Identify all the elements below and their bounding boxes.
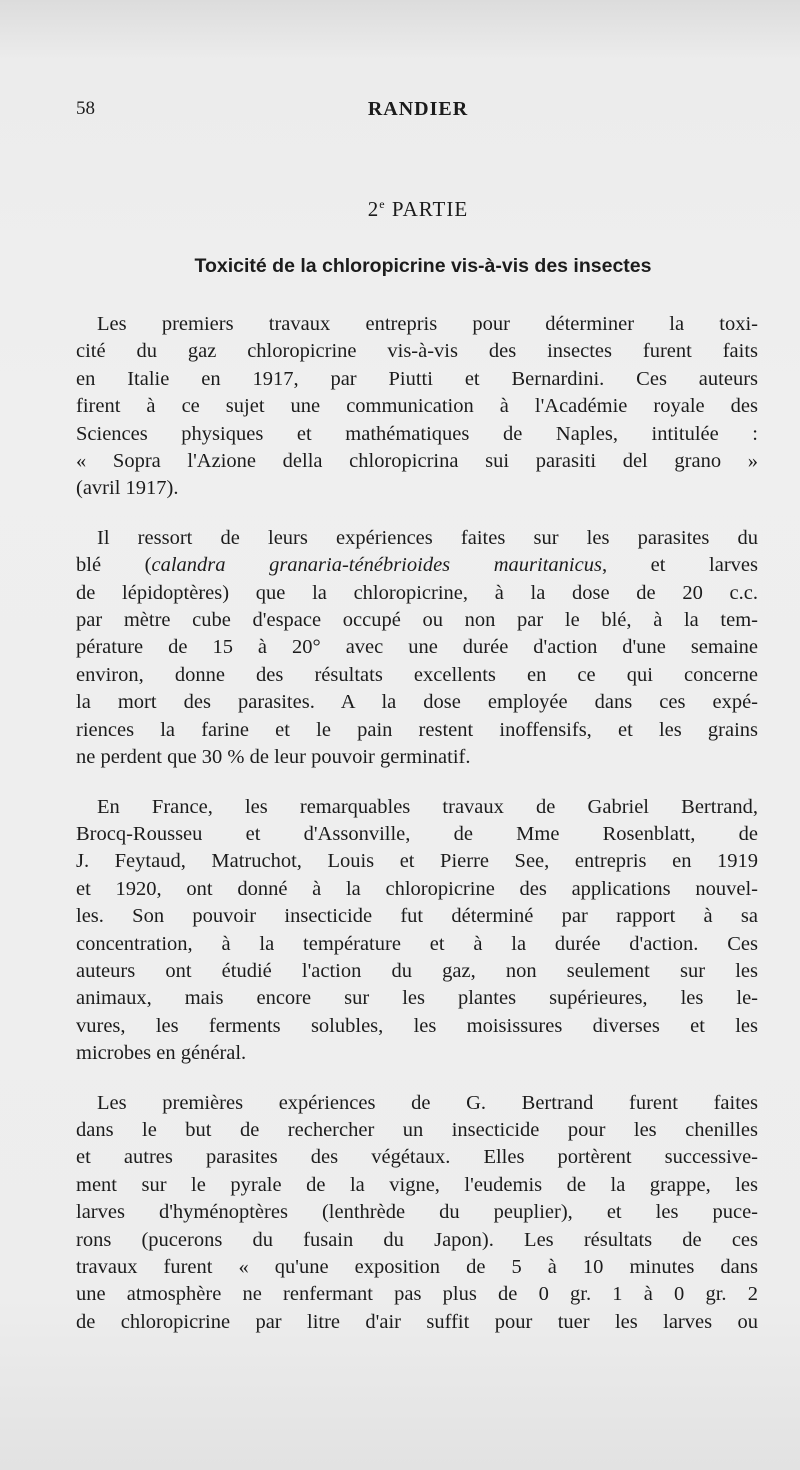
- text-line: et 1920, ont donné à la chloropicrine des applications nouvel-: [76, 877, 758, 900]
- text-line: dans le but de rechercher un insecticide pour les chenilles: [76, 1118, 758, 1141]
- text-line: J. Feytaud, Matruchot, Louis et Pierre See, entrepris en 1919: [76, 850, 758, 873]
- text-line: En France, les remarquables travaux de Gabriel Bertrand,: [97, 795, 758, 818]
- paragraph-2: [76, 525, 758, 772]
- text-line: vures, les ferments solubles, les moisissures diverses et les: [76, 1014, 758, 1037]
- text-line: ment sur le pyrale de la vigne, l'eudemis de la grappe, les: [76, 1173, 758, 1196]
- text-line: par mètre cube d'espace occupé ou non par le blé, à la tem-: [76, 609, 758, 632]
- body-text: [76, 311, 758, 1358]
- text-line: Sciences physiques et mathématiques de Naples, intitulée :: [76, 422, 758, 445]
- text-line: Les premiers travaux entrepris pour déterminer la toxi-: [97, 313, 758, 335]
- text-line: de chloropicrine par litre d'air suffit pour tuer les larves ou: [76, 1310, 758, 1333]
- text-line: rons (pucerons du fusain du Japon). Les résultats de ces: [76, 1228, 758, 1251]
- text-line: et autres parasites des végétaux. Elles portèrent successive-: [76, 1146, 758, 1169]
- text-line: une atmosphère ne renfermant pas plus de 0 gr. 1 à 0 gr. 2: [76, 1283, 758, 1306]
- section-title: Toxicité de la chloropicrine vis-à-vis des insectes: [194, 255, 652, 277]
- text-line: ne perdent que 30 % de leur pouvoir germinatif.: [76, 746, 471, 769]
- species-names: calandra granaria-ténébrioides mauritanicus: [151, 554, 602, 577]
- paragraph-1: [76, 311, 758, 503]
- text-line: les. Son pouvoir insecticide fut déterminé par rapport à sa: [76, 905, 758, 928]
- text-line: pérature de 15 à 20° avec une durée d'action d'une semaine: [76, 636, 758, 659]
- text-line: Brocq-Rousseu et d'Assonville, de Mme Rosenblatt, de: [76, 822, 758, 845]
- page-number: 58: [76, 98, 95, 119]
- paragraph-3: [76, 794, 758, 1068]
- text-line: « Sopra l'Azione della chloropicrina sui parasiti del grano »: [76, 450, 758, 473]
- text-line: animaux, mais encore sur les plantes supérieures, les le-: [76, 987, 758, 1010]
- paragraph-4: [76, 1090, 758, 1337]
- text-line: la mort des parasites. A la dose employée dans ces expé-: [76, 691, 758, 714]
- text-line: environ, donne des résultats excellents en ce qui concerne: [76, 663, 758, 686]
- text-line: larves d'hyménoptères (lenthrède du peuplier), et les puce-: [76, 1201, 758, 1224]
- text-line: travaux furent « qu'une exposition de 5 à 10 minutes dans: [76, 1256, 758, 1278]
- text-line: Les premières expériences de G. Bertrand furent faites: [97, 1091, 758, 1114]
- text-line: auteurs ont étudié l'action du gaz, non seulement sur les: [76, 959, 758, 982]
- text-line: microbes en général.: [76, 1042, 247, 1065]
- text-line: riences la farine et le pain restent inoffensifs, et les grains: [76, 718, 758, 741]
- part-title: [0, 197, 800, 222]
- text-line: cité du gaz chloropicrine vis-à-vis des insectes furent faits: [76, 340, 758, 363]
- text-line: firent à ce sujet une communication à l'Académie royale des: [76, 395, 758, 418]
- text-line-with-species: blé (calandra granaria-ténébrioides mauritanicus, et larves: [76, 554, 758, 577]
- text-line: en Italie en 1917, par Piutti et Bernardini. Ces auteurs: [76, 367, 758, 390]
- text-line: de lépidoptères) que la chloropicrine, à la dose de 20 c.c.: [76, 581, 758, 604]
- ordinal-superscript: e: [379, 197, 386, 211]
- text-line: Il ressort de leurs expériences faites sur les parasites du: [97, 526, 758, 549]
- text-line: (avril 1917).: [76, 477, 179, 500]
- part-title-text: 2e PARTIE: [367, 197, 469, 221]
- running-head: RANDIER: [367, 98, 469, 120]
- text-line: concentration, à la température et à la durée d'action. Ces: [76, 932, 758, 955]
